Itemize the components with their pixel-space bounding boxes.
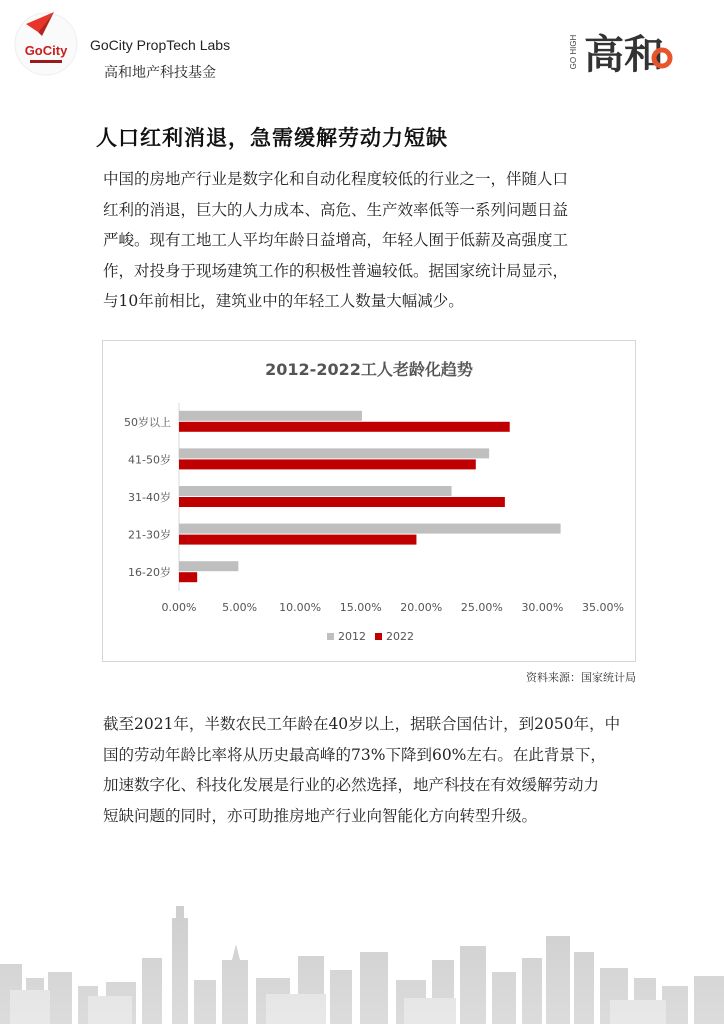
- legend-label-2012: 2012: [338, 630, 366, 643]
- intro-paragraph-line: 与10年前相比，建筑业中的年轻工人数量大幅减少。: [103, 292, 464, 310]
- gocity-logo: [12, 10, 80, 76]
- category-label: 31-40岁: [128, 491, 171, 504]
- x-tick-label: 10.00%: [279, 601, 322, 614]
- bar-2022-3: [179, 497, 505, 507]
- x-tick-label: 25.00%: [460, 601, 503, 614]
- aging-chart-svg: [103, 341, 635, 661]
- conclusion-paragraph-line: 加速数字化、科技化发展是行业的必然选择，地产科技在有效缓解劳动力: [103, 776, 600, 794]
- gohigh-logo-small-text: GO HIGH: [569, 34, 578, 70]
- fund-name: 高和地产科技基金: [104, 65, 216, 81]
- x-tick-label: 30.00%: [521, 601, 564, 614]
- category-label: 41-50岁: [128, 453, 171, 467]
- category-label: 50岁以上: [124, 415, 171, 429]
- x-tick-label: 35.00%: [582, 601, 624, 614]
- bar-2022-4: [179, 535, 416, 545]
- intro-paragraph-line: 红利的消退，巨大的人力成本、高危、生产效率低等一系列问题日益: [103, 200, 569, 219]
- gohigh-logo-text: 高和: [584, 32, 664, 78]
- intro-paragraph-line: 中国的房地产行业是数字化和自动化程度较低的行业之一，伴随人口: [103, 170, 569, 188]
- gocity-logo-text: GoCity: [24, 43, 68, 58]
- intro-paragraph: [103, 164, 643, 317]
- data-source: 资料来源：国家统计局: [526, 671, 636, 684]
- category-label: 21-30岁: [128, 528, 171, 542]
- chart-title: 2012-2022工人老龄化趋势: [265, 360, 473, 379]
- legend-swatch-2022: [375, 633, 382, 640]
- conclusion-paragraph-line: 截至2021年，半数农民工年龄在40岁以上，据联合国估计，到2050年，中: [103, 715, 621, 733]
- bar-2012-3: [179, 486, 452, 496]
- gohigh-logo: [568, 22, 674, 78]
- page-header: [0, 0, 724, 90]
- lab-name: GoCity PropTech Labs: [90, 37, 231, 53]
- intro-paragraph-line: 作，对投身于现场建筑工作的积极性普遍较低。据国家统计局显示，: [103, 261, 569, 280]
- city-skyline-illustration: [0, 860, 724, 1024]
- x-tick-label: 0.00%: [161, 601, 197, 614]
- legend-swatch-2012: [327, 633, 334, 640]
- x-tick-label: 20.00%: [400, 601, 443, 614]
- intro-paragraph-line: 严峻。现有工地工人平均年龄日益增高，年轻人囿于低薪及高强度工: [103, 231, 569, 249]
- section-title: 人口红利消退，急需缓解劳动力短缺: [96, 126, 448, 150]
- bar-2012-1: [179, 411, 362, 421]
- x-tick-label: 5.00%: [222, 601, 258, 614]
- aging-chart: [102, 340, 636, 662]
- conclusion-paragraph-line: 短缺问题的同时，亦可助推房地产行业向智能化方向转型升级。: [103, 806, 538, 825]
- conclusion-paragraph: [103, 709, 655, 831]
- bar-2012-5: [179, 561, 238, 571]
- bar-2012-2: [179, 448, 489, 458]
- bar-2022-1: [179, 422, 510, 432]
- bar-2012-4: [179, 524, 561, 534]
- bar-2022-2: [179, 459, 476, 469]
- legend-label-2022: 2022: [386, 630, 414, 643]
- bar-2022-5: [179, 572, 197, 582]
- x-tick-label: 15.00%: [339, 601, 382, 614]
- conclusion-paragraph-line: 国的劳动年龄比率将从历史最高峰的73%下降到60%左右。在此背景下，: [103, 745, 606, 764]
- category-label: 16-20岁: [128, 566, 171, 580]
